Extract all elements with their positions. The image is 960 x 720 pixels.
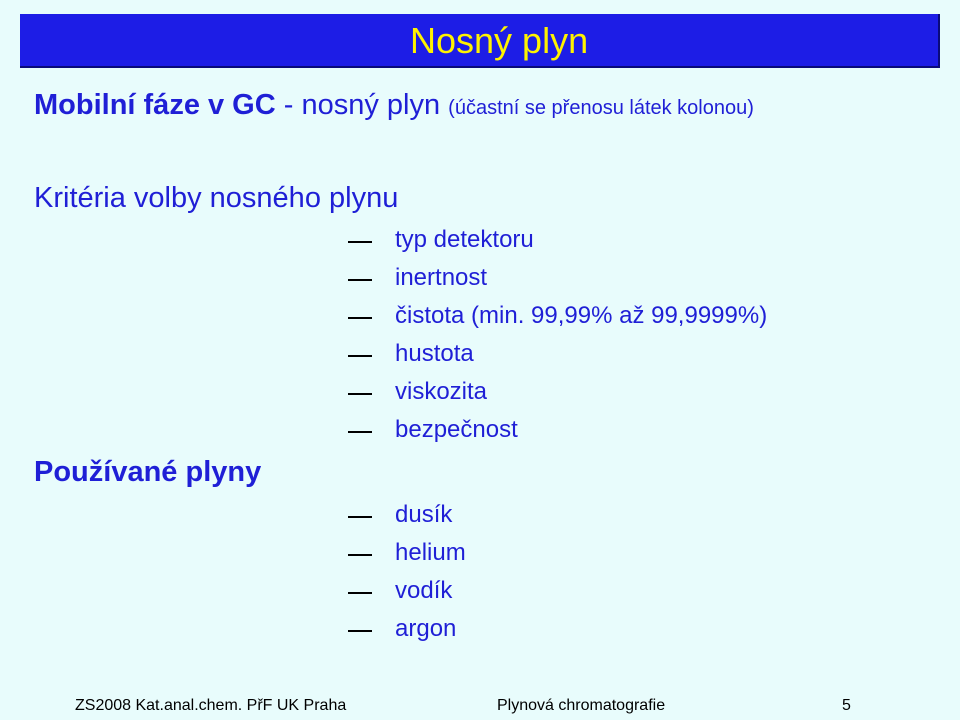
page-number: 5 [842, 697, 851, 714]
slide-title: Nosný plyn [410, 20, 589, 61]
gas-item-label: vodík [395, 577, 453, 604]
gas-item [348, 615, 960, 645]
main-heading-normal: - nosný plyn [283, 89, 441, 121]
gas-item-label: dusík [395, 501, 453, 528]
gas-item [348, 501, 960, 531]
used-gases-heading: Používané plyny [34, 456, 262, 488]
criteria-item-label: inertnost [395, 264, 488, 291]
dash-icon [348, 431, 372, 433]
gas-item [348, 539, 960, 569]
dash-icon [348, 279, 372, 281]
gas-item [348, 577, 960, 607]
criteria-item-label: viskozita [395, 378, 488, 405]
main-heading-sub: (účastní se přenosu látek kolonou) [448, 97, 754, 119]
criteria-item-label: typ detektoru [395, 226, 534, 253]
criteria-item [348, 302, 960, 332]
gas-item-label: helium [395, 539, 466, 566]
criteria-item [348, 226, 960, 256]
criteria-item-label: čistota (min. 99,99% až 99,9999%) [395, 302, 768, 329]
criteria-item-label: bezpečnost [395, 416, 518, 443]
criteria-item [348, 264, 960, 294]
dash-icon [348, 554, 372, 556]
criteria-item-label: hustota [395, 340, 474, 367]
main-heading-bold: Mobilní fáze v GC [34, 89, 276, 121]
footer-center: Plynová chromatografie [497, 697, 666, 714]
criteria-item [348, 340, 960, 370]
dash-icon [348, 592, 372, 594]
dash-icon [348, 317, 372, 319]
dash-icon [348, 516, 372, 518]
main-heading [34, 89, 754, 122]
dash-icon [348, 630, 372, 632]
criteria-item [348, 378, 960, 408]
title-bar [20, 14, 940, 68]
criteria-item [348, 416, 960, 446]
gas-item-label: argon [395, 615, 457, 642]
dash-icon [348, 355, 372, 357]
dash-icon [348, 241, 372, 243]
criteria-heading: Kritéria volby nosného plynu [34, 182, 399, 214]
dash-icon [348, 393, 372, 395]
footer-left: ZS2008 Kat.anal.chem. PřF UK Praha [75, 697, 347, 714]
